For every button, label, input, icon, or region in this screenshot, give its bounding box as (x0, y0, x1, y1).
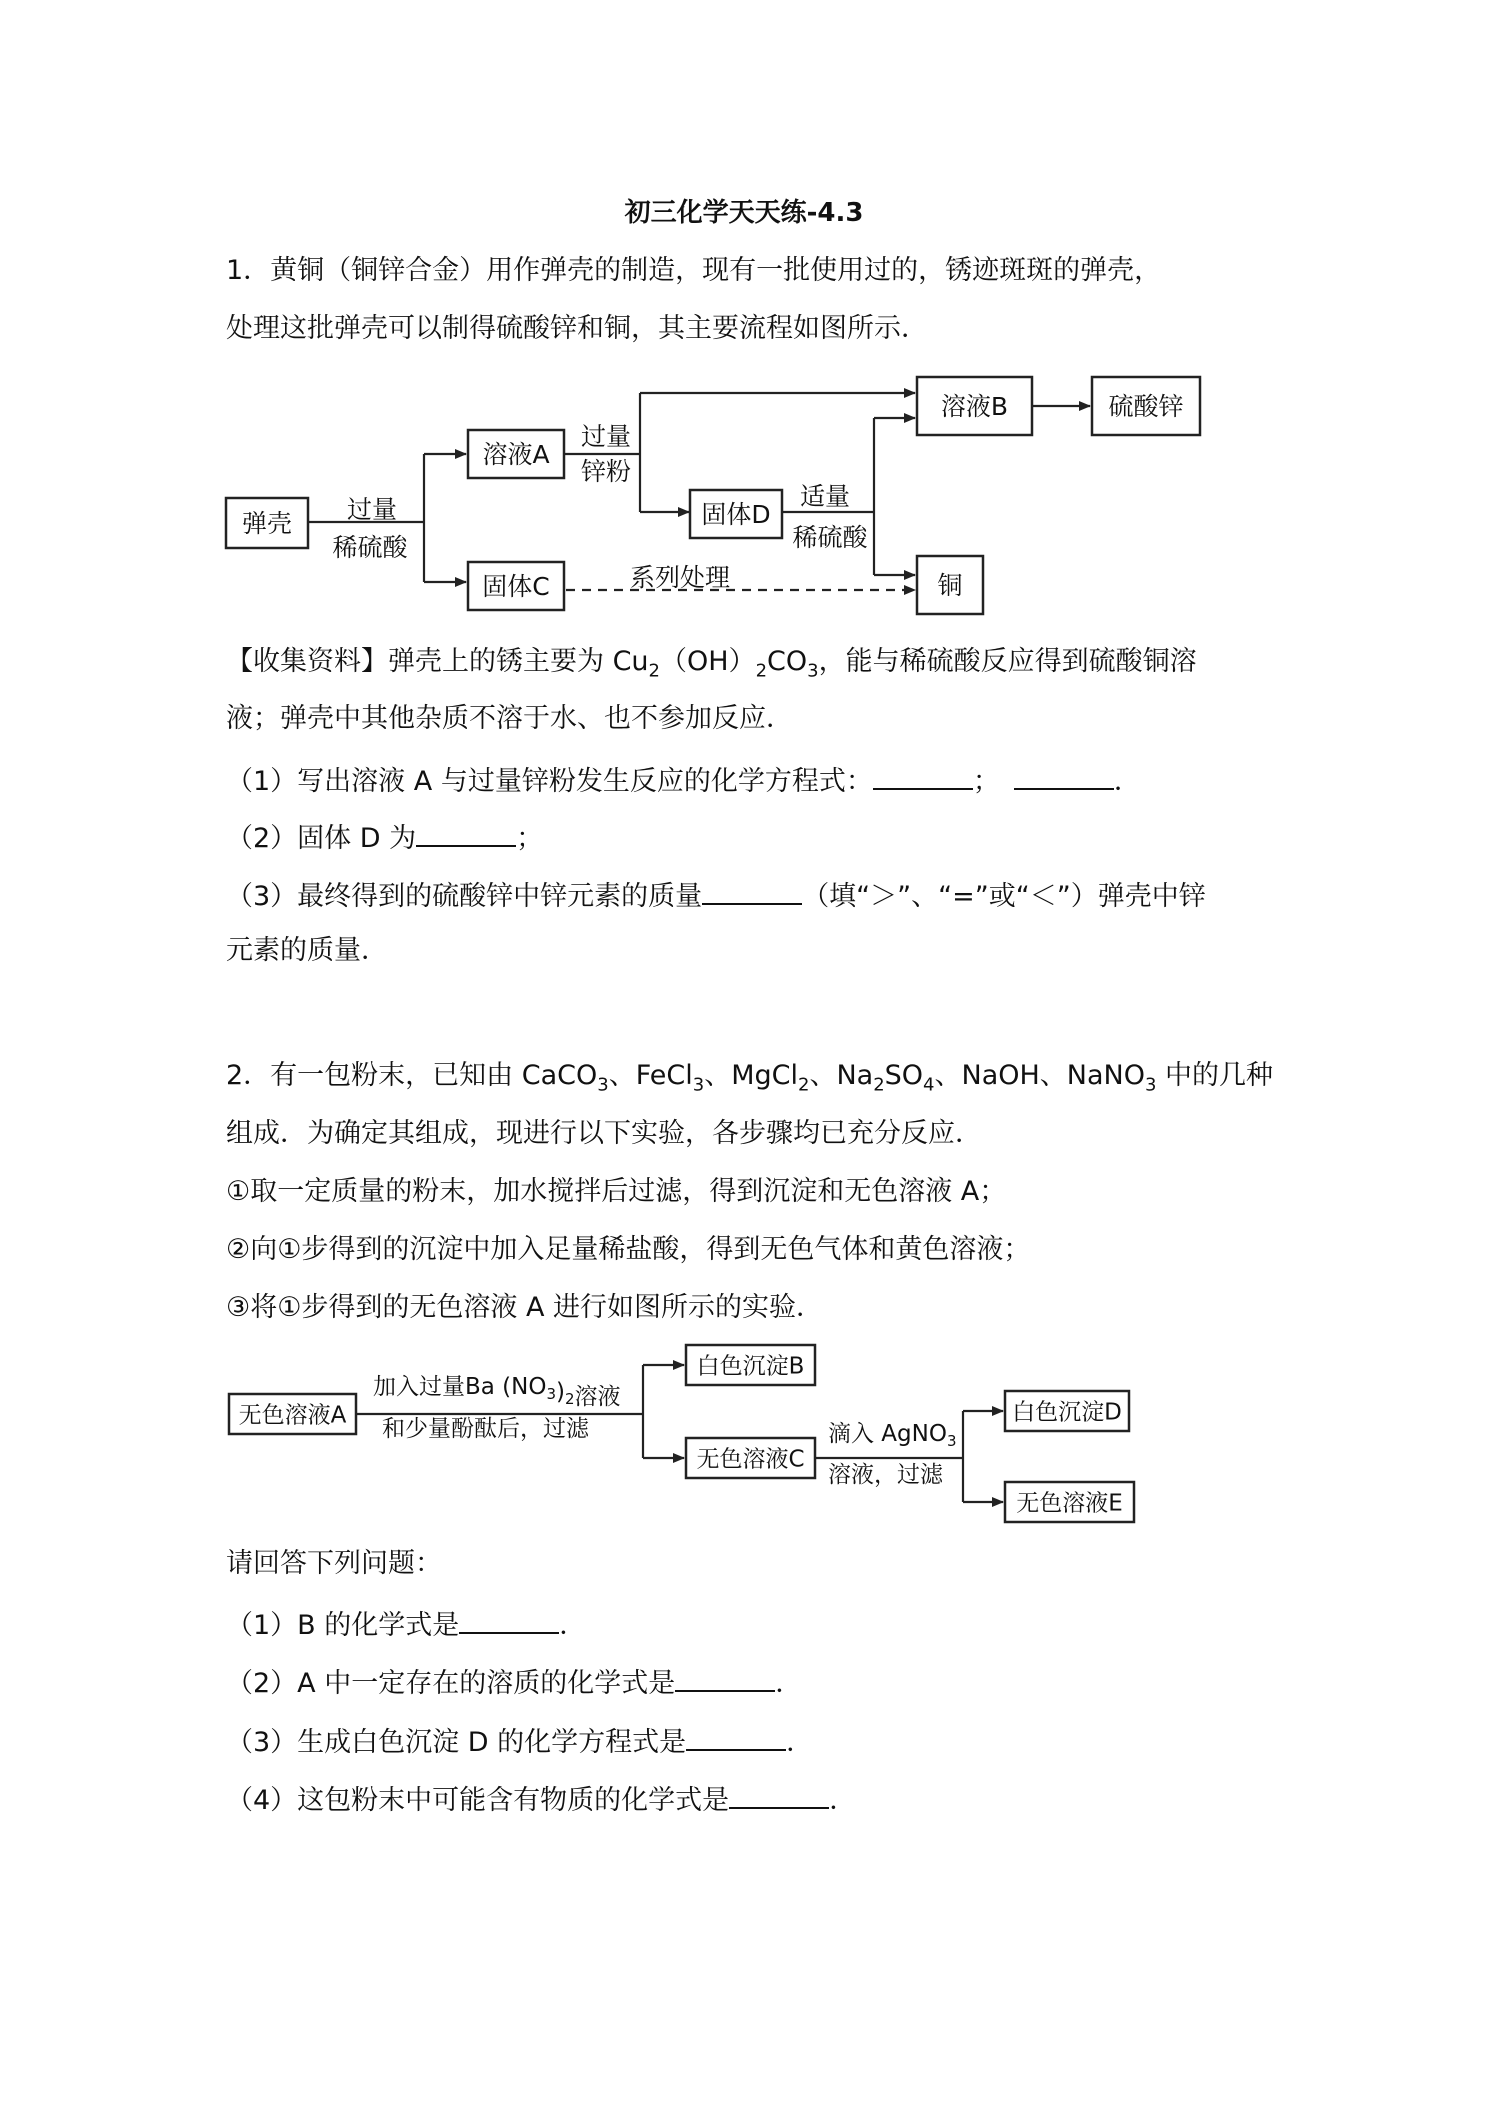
q2-sub4-end: ． (829, 1785, 857, 1816)
q1-info-text-a: 【收集资料】弹壳上的锈主要为 Cu (226, 646, 649, 677)
q2-line1 (226, 1056, 1273, 1105)
q2-line1-c: 、MgCl (704, 1060, 798, 1091)
q2-sub2-end: ． (775, 1668, 803, 1699)
svg-text:溶液B: 溶液B (940, 392, 1009, 421)
box-white-ppt-d (1005, 1391, 1129, 1431)
q2-sub3-blank[interactable] (686, 1719, 786, 1751)
q1-info-line2: 液；弹壳中其他杂质不溶于水、也不参加反应． (226, 703, 793, 734)
label-dilute-sulfuric: 稀硫酸 (332, 533, 408, 562)
box-solution-e (1005, 1482, 1134, 1522)
q2-line1-s6: 3 (1145, 1074, 1157, 1096)
svg-text:弹壳: 弹壳 (241, 509, 293, 538)
q1-sub2-end: ； (516, 823, 544, 854)
q1-line2: 处理这批弹壳可以制得硫酸锌和铜，其主要流程如图所示． (226, 313, 928, 344)
box-zinc-sulfate (1092, 377, 1200, 435)
q1-sub1-blank1[interactable] (873, 758, 973, 790)
q2-line1-b: 、FeCl (608, 1060, 693, 1091)
q2-line1-e: SO (884, 1060, 924, 1091)
q2-sub3-text: （3）生成白色沉淀 D 的化学方程式是 (226, 1727, 687, 1758)
box-solid-d (690, 490, 782, 538)
q2-step1: ①取一定质量的粉末，加水搅拌后过滤，得到沉淀和无色溶液 A； (226, 1176, 1007, 1207)
label-add-reagent: 加入过量Ba $(NO_3)_2$溶液 (373, 1374, 621, 1410)
q1-line1: 1．黄铜（铜锌合金）用作弹壳的制造，现有一批使用过的，锈迹斑斑的弹壳， (226, 255, 1162, 286)
q1-sub1-text: （1）写出溶液 A 与过量锌粉发生反应的化学方程式： (226, 766, 873, 797)
q1-sub3-line2: 元素的质量． (226, 935, 388, 966)
svg-text:铜: 铜 (937, 571, 963, 600)
q1-info-sub2: 2 (755, 660, 768, 682)
svg-text:固体C: 固体C (482, 572, 550, 601)
q2-sub2 (226, 1660, 802, 1704)
q1-flowchart (0, 0, 1488, 640)
q1-sub1-sep: ； (972, 766, 1000, 797)
q2-line1-f: 、NaOH、NaNO (934, 1060, 1145, 1091)
q2-line1-s1: 3 (597, 1074, 609, 1096)
q2-line1-d: 、Na (809, 1060, 874, 1091)
q2-sub1 (226, 1602, 586, 1646)
q1-sub1-end: ． (1113, 766, 1141, 797)
q1-info-text-b: （OH） (660, 646, 756, 677)
q1-sub3-text: （3）最终得到的硫酸锌中锌元素的质量 (226, 881, 703, 912)
svg-text:白色沉淀D: 白色沉淀D (1012, 1399, 1122, 1426)
svg-text:无色溶液C: 无色溶液C (696, 1446, 805, 1473)
svg-text:白色沉淀B: 白色沉淀B (696, 1353, 805, 1380)
box-white-ppt-b (686, 1345, 815, 1385)
q2-sub1-blank[interactable] (459, 1602, 559, 1634)
box-shell (226, 498, 308, 548)
label-add-line2: 和少量酚酞后，过滤 (382, 1416, 589, 1442)
q2-line1-a: 2．有一包粉末，已知由 CaCO (226, 1060, 598, 1091)
box-solid-c (468, 562, 564, 610)
q2-prompt: 请回答下列问题： (226, 1548, 442, 1579)
q1-sub3-blank[interactable] (702, 873, 802, 905)
q2-line1-s2: 3 (692, 1074, 705, 1096)
label-drop-line2: 溶液，过滤 (828, 1462, 943, 1488)
svg-text:固体D: 固体D (701, 500, 771, 529)
box-solution-a (468, 430, 564, 478)
label-drop-reagent: 滴入 AgNO$_3$ (828, 1421, 957, 1450)
label-dilute-sulfuric2: 稀硫酸 (792, 523, 868, 552)
q2-sub1-text: （1）B 的化学式是 (226, 1610, 460, 1641)
q1-info-sub1: 2 (648, 660, 660, 682)
q1-sub2-text: （2）固体 D 为 (226, 823, 417, 854)
q2-sub3-end: ． (786, 1727, 814, 1758)
q2-sub4-blank[interactable] (729, 1777, 829, 1809)
q2-flowchart (0, 1320, 1488, 1540)
q2-line1-s3: 2 (798, 1074, 810, 1096)
q2-sub4 (226, 1777, 856, 1821)
q1-sub2-blank[interactable] (416, 815, 516, 847)
label-series-treatment: 系列处理 (629, 563, 731, 592)
q2-line1-s4: 2 (873, 1074, 885, 1096)
page-title: 初三化学天天练-4.3 (624, 198, 864, 228)
label-excess2: 过量 (580, 422, 632, 451)
q1-info-text-d: ，能与稀硫酸反应得到硫酸铜溶 (818, 646, 1197, 677)
box-solution-a (229, 1394, 356, 1434)
svg-text:硫酸锌: 硫酸锌 (1108, 392, 1184, 421)
q1-sub3-text2: （填“＞”、“=”或“＜”）弹壳中锌 (802, 881, 1206, 912)
q2-sub1-end: ． (559, 1610, 587, 1641)
box-solution-b (917, 377, 1032, 435)
label-appropriate: 适量 (799, 482, 851, 511)
svg-text:无色溶液E: 无色溶液E (1016, 1490, 1123, 1517)
q2-sub2-text: （2）A 中一定存在的溶质的化学式是 (226, 1668, 676, 1699)
q1-sub1-blank2[interactable] (1014, 758, 1114, 790)
q2-step3: ③将①步得到的无色溶液 A 进行如图所示的实验． (226, 1292, 824, 1323)
q1-info-sub3: 3 (807, 660, 819, 682)
q2-line1-s5: 4 (923, 1074, 935, 1096)
q1-info-line1 (226, 642, 1197, 691)
q1-info-text-c: CO (767, 646, 808, 677)
label-zinc-powder: 锌粉 (580, 457, 632, 486)
svg-text:无色溶液A: 无色溶液A (238, 1402, 347, 1429)
q1-sub2 (226, 815, 543, 859)
box-copper (917, 556, 983, 614)
q1-sub1 (226, 758, 1141, 802)
q2-line2: 组成．为确定其组成，现进行以下实验，各步骤均已充分反应． (226, 1118, 982, 1149)
q2-sub3 (226, 1719, 813, 1763)
q2-line1-g: 中的几种 (1156, 1060, 1274, 1091)
q2-sub2-blank[interactable] (675, 1660, 775, 1692)
svg-text:溶液A: 溶液A (482, 440, 550, 469)
box-solution-c (686, 1438, 815, 1478)
q2-sub4-text: （4）这包粉末中可能含有物质的化学式是 (226, 1785, 730, 1816)
q2-step2: ②向①步得到的沉淀中加入足量稀盐酸，得到无色气体和黄色溶液； (226, 1234, 1031, 1265)
q1-sub3 (226, 873, 1206, 917)
label-excess: 过量 (346, 495, 398, 524)
